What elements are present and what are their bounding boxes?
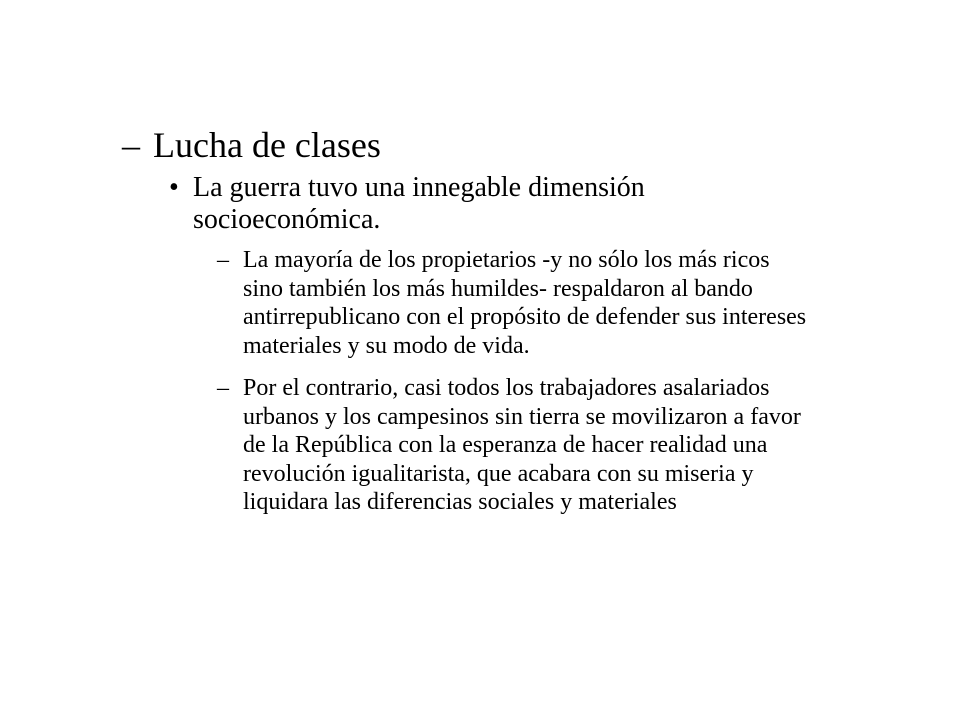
slide-heading: Lucha de clases — [153, 125, 381, 165]
dash-marker: – — [217, 375, 229, 401]
sub-item-text: La mayoría de los propietarios -y no sólo los más ricos sino también los más humildes- respaldaron al bando antirrepublicano con el propósito de defender sus intereses materiales y su modo de vida. — [243, 247, 807, 359]
dash-marker: – — [217, 247, 229, 273]
sub-item-text: Por el contrario, casi todos los trabajadores asalariados urbanos y los campesinos sin tierra se movilizaron a favor de la República con la esperanza de hacer realidad una revolución igualitarista, que acabara con su miseria y liquidara las diferencias sociales y materiales — [243, 375, 801, 515]
bullet-marker: • — [169, 172, 179, 203]
sub-item-trabajadores — [217, 374, 801, 517]
bullet-item — [169, 172, 645, 236]
heading-item — [122, 124, 381, 166]
sub-item-propietarios — [217, 246, 806, 360]
bullet-text: La guerra tuvo una innegable dimensión socioeconómica. — [193, 172, 645, 235]
dash-marker: – — [122, 125, 140, 165]
